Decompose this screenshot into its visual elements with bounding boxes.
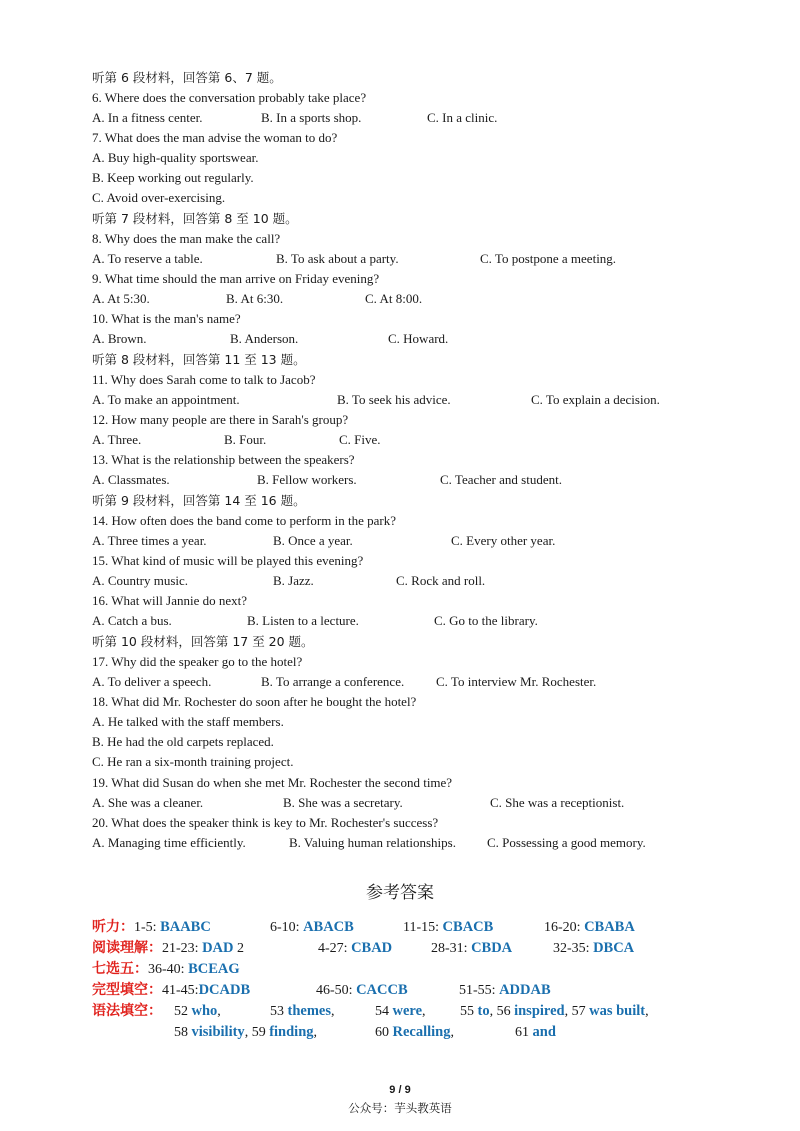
- section-header-10: 听第 10 段材料，回答第 17 至 20 题。: [92, 634, 314, 649]
- question-15: 15. What kind of music will be played this evening?: [92, 553, 364, 568]
- question-7: 7. What does the man advise the woman to do?: [92, 130, 338, 145]
- answers-reading-4: [553, 939, 634, 958]
- option-15a: A. Country music.: [92, 573, 189, 588]
- answers-grammar-label: 语法填空：: [92, 1003, 162, 1019]
- range-label: 6-10:: [270, 920, 304, 935]
- section-header-7: 听第 7 段材料，回答第 8 至 10 题。: [92, 211, 298, 226]
- range-label: 1-5:: [134, 920, 161, 935]
- option-13a: A. Classmates.: [92, 472, 170, 487]
- option-6c: C. In a clinic.: [427, 110, 498, 125]
- grammar-item-54: [375, 1002, 426, 1021]
- range-label: 16-20:: [544, 920, 585, 935]
- item-number: 57: [571, 1004, 590, 1019]
- option-18c: C. He ran a six-month training project.: [92, 754, 294, 769]
- answer-key-title: 参考答案: [366, 883, 434, 903]
- answers-reading: [92, 939, 244, 958]
- answers-cloze-2: [316, 981, 408, 1000]
- answer-value: CBAD: [351, 940, 393, 956]
- question-14: 14. How often does the band come to perform in the park?: [92, 513, 396, 528]
- range-label: 28-31:: [431, 941, 472, 956]
- option-7a: A. Buy high-quality sportswear.: [92, 150, 259, 165]
- answers-grammar: [92, 1002, 162, 1021]
- option-8a: A. To reserve a table.: [92, 251, 203, 266]
- item-number: 54: [375, 1004, 393, 1019]
- answer-value: was built: [589, 1003, 646, 1019]
- option-12a: A. Three.: [92, 432, 142, 447]
- answer-value: inspired: [514, 1003, 565, 1019]
- answer-value: CBACB: [442, 919, 494, 935]
- question-13: 13. What is the relationship between the speakers?: [92, 452, 355, 467]
- option-15b: B. Jazz.: [273, 573, 314, 588]
- answer-value: DBCA: [593, 940, 635, 956]
- punctuation: ,: [422, 1004, 426, 1019]
- option-19a: A. She was a cleaner.: [92, 795, 204, 810]
- question-20: 20. What does the speaker think is key to Mr. Rochester's success?: [92, 815, 439, 830]
- question-6: 6. Where does the conversation probably take place?: [92, 90, 367, 105]
- question-16: 16. What will Jannie do next?: [92, 593, 248, 608]
- range-label: 51-55:: [459, 983, 500, 998]
- answer-value: finding: [269, 1024, 314, 1040]
- answer-value: CBDA: [471, 940, 513, 956]
- answer-value: Recalling: [392, 1024, 451, 1040]
- option-7c: C. Avoid over-exercising.: [92, 190, 226, 205]
- answer-value: who: [191, 1003, 218, 1019]
- question-19: 19. What did Susan do when she met Mr. Rochester the second time?: [92, 775, 453, 790]
- answers-cloze: [92, 981, 250, 1000]
- option-8c: C. To postpone a meeting.: [480, 251, 617, 266]
- answer-value: DAD: [202, 940, 234, 956]
- item-number: 59: [251, 1025, 270, 1040]
- grammar-item-53: [270, 1002, 335, 1021]
- punctuation: ,: [450, 1025, 454, 1040]
- stray-number: 2: [233, 941, 244, 956]
- range-label: 32-35:: [553, 941, 594, 956]
- answer-value: ADDAB: [499, 982, 551, 998]
- item-number: 52: [174, 1004, 192, 1019]
- answers-listening-3: [403, 918, 493, 937]
- footer-source: 公众号：芋头教英语: [348, 1101, 452, 1115]
- grammar-item-58-59: [174, 1023, 317, 1042]
- answer-value: to: [477, 1003, 490, 1019]
- option-20b: B. Valuing human relationships.: [289, 835, 456, 850]
- option-10c: C. Howard.: [388, 331, 449, 346]
- option-13b: B. Fellow workers.: [257, 472, 357, 487]
- item-number: 58: [174, 1025, 192, 1040]
- option-20a: A. Managing time efficiently.: [92, 835, 246, 850]
- option-9c: C. At 8:00.: [365, 291, 423, 306]
- item-number: 55: [460, 1004, 478, 1019]
- punctuation: ,: [313, 1025, 318, 1040]
- item-number: 53: [270, 1004, 288, 1019]
- punctuation: ,: [217, 1004, 221, 1019]
- question-8: 8. Why does the man make the call?: [92, 231, 281, 246]
- option-19c: C. She was a receptionist.: [490, 795, 625, 810]
- section-header-8: 听第 8 段材料，回答第 11 至 13 题。: [92, 352, 306, 367]
- answer-value: BAABC: [160, 919, 211, 935]
- range-label: 21-23:: [162, 941, 203, 956]
- answers-cloze-3: [459, 981, 551, 1000]
- answer-value: CACCB: [356, 982, 408, 998]
- option-17a: A. To deliver a speech.: [92, 674, 212, 689]
- question-9: 9. What time should the man arrive on Friday evening?: [92, 271, 380, 286]
- answers-seven: [92, 960, 240, 979]
- option-10b: B. Anderson.: [230, 331, 299, 346]
- answers-listening-2: [270, 918, 354, 937]
- option-14c: C. Every other year.: [451, 533, 556, 548]
- range-label: 36-40:: [148, 962, 189, 977]
- question-18: 18. What did Mr. Rochester do soon after he bought the hotel?: [92, 694, 417, 709]
- option-13c: C. Teacher and student.: [440, 472, 562, 487]
- answers-listening-label: 听力：: [92, 919, 134, 935]
- option-16b: B. Listen to a lecture.: [247, 613, 359, 628]
- punctuation: ,: [564, 1004, 572, 1019]
- option-16c: C. Go to the library.: [434, 613, 538, 628]
- option-14b: B. Once a year.: [273, 533, 353, 548]
- answer-value: and: [532, 1024, 556, 1040]
- option-12c: C. Five.: [339, 432, 381, 447]
- item-number: 56: [496, 1004, 515, 1019]
- answers-reading-label: 阅读理解：: [92, 940, 162, 956]
- punctuation: ,: [645, 1004, 649, 1019]
- option-11b: B. To seek his advice.: [337, 392, 451, 407]
- option-19b: B. She was a secretary.: [283, 795, 403, 810]
- option-15c: C. Rock and roll.: [396, 573, 486, 588]
- option-10a: A. Brown.: [92, 331, 147, 346]
- option-16a: A. Catch a bus.: [92, 613, 172, 628]
- option-12b: B. Four.: [224, 432, 267, 447]
- question-12: 12. How many people are there in Sarah's group?: [92, 412, 349, 427]
- option-17b: B. To arrange a conference.: [261, 674, 405, 689]
- answers-listening: [92, 918, 211, 937]
- question-10: 10. What is the man's name?: [92, 311, 241, 326]
- option-14a: A. Three times a year.: [92, 533, 207, 548]
- section-header-9: 听第 9 段材料，回答第 14 至 16 题。: [92, 493, 306, 508]
- answer-value: CBABA: [584, 919, 635, 935]
- punctuation: ,: [489, 1004, 497, 1019]
- option-8b: B. To ask about a party.: [276, 251, 399, 266]
- answer-value: DCADB: [198, 982, 251, 998]
- question-17: 17. Why did the speaker go to the hotel?: [92, 654, 303, 669]
- option-6a: A. In a fitness center.: [92, 110, 203, 125]
- answers-cloze-label: 完型填空：: [92, 982, 162, 998]
- answer-value: BCEAG: [188, 961, 240, 977]
- option-9a: A. At 5:30.: [92, 291, 150, 306]
- item-number: 61: [515, 1025, 533, 1040]
- answer-value: themes: [287, 1003, 331, 1019]
- grammar-item-60: [375, 1023, 454, 1042]
- item-number: 60: [375, 1025, 393, 1040]
- grammar-item-52: [174, 1002, 221, 1021]
- answers-reading-3: [431, 939, 512, 958]
- option-9b: B. At 6:30.: [226, 291, 284, 306]
- answer-value: were: [392, 1003, 423, 1019]
- answers-reading-2: [318, 939, 392, 958]
- answers-seven-label: 七选五：: [92, 961, 148, 977]
- section-header-6: 听第 6 段材料，回答第 6、7 题。: [92, 70, 282, 85]
- option-20c: C. Possessing a good memory.: [487, 835, 646, 850]
- option-7b: B. Keep working out regularly.: [92, 170, 254, 185]
- range-label: 11-15:: [403, 920, 443, 935]
- punctuation: ,: [331, 1004, 335, 1019]
- answer-value: ABACB: [303, 919, 354, 935]
- option-11c: C. To explain a decision.: [531, 392, 660, 407]
- grammar-item-55-57: [460, 1002, 649, 1021]
- option-6b: B. In a sports shop.: [261, 110, 362, 125]
- range-label: 46-50:: [316, 983, 357, 998]
- grammar-item-61: [515, 1023, 556, 1042]
- range-label: 4-27:: [318, 941, 352, 956]
- answer-value: visibility: [191, 1024, 245, 1040]
- option-18b: B. He had the old carpets replaced.: [92, 734, 274, 749]
- question-11: 11. Why does Sarah come to talk to Jacob?: [92, 372, 316, 387]
- option-11a: A. To make an appointment.: [92, 392, 240, 407]
- punctuation: ,: [244, 1025, 252, 1040]
- page-number: 9 / 9: [389, 1084, 411, 1096]
- range-label: 41-45:: [162, 983, 199, 998]
- option-18a: A. He talked with the staff members.: [92, 714, 284, 729]
- option-17c: C. To interview Mr. Rochester.: [436, 674, 597, 689]
- answers-listening-4: [544, 918, 635, 937]
